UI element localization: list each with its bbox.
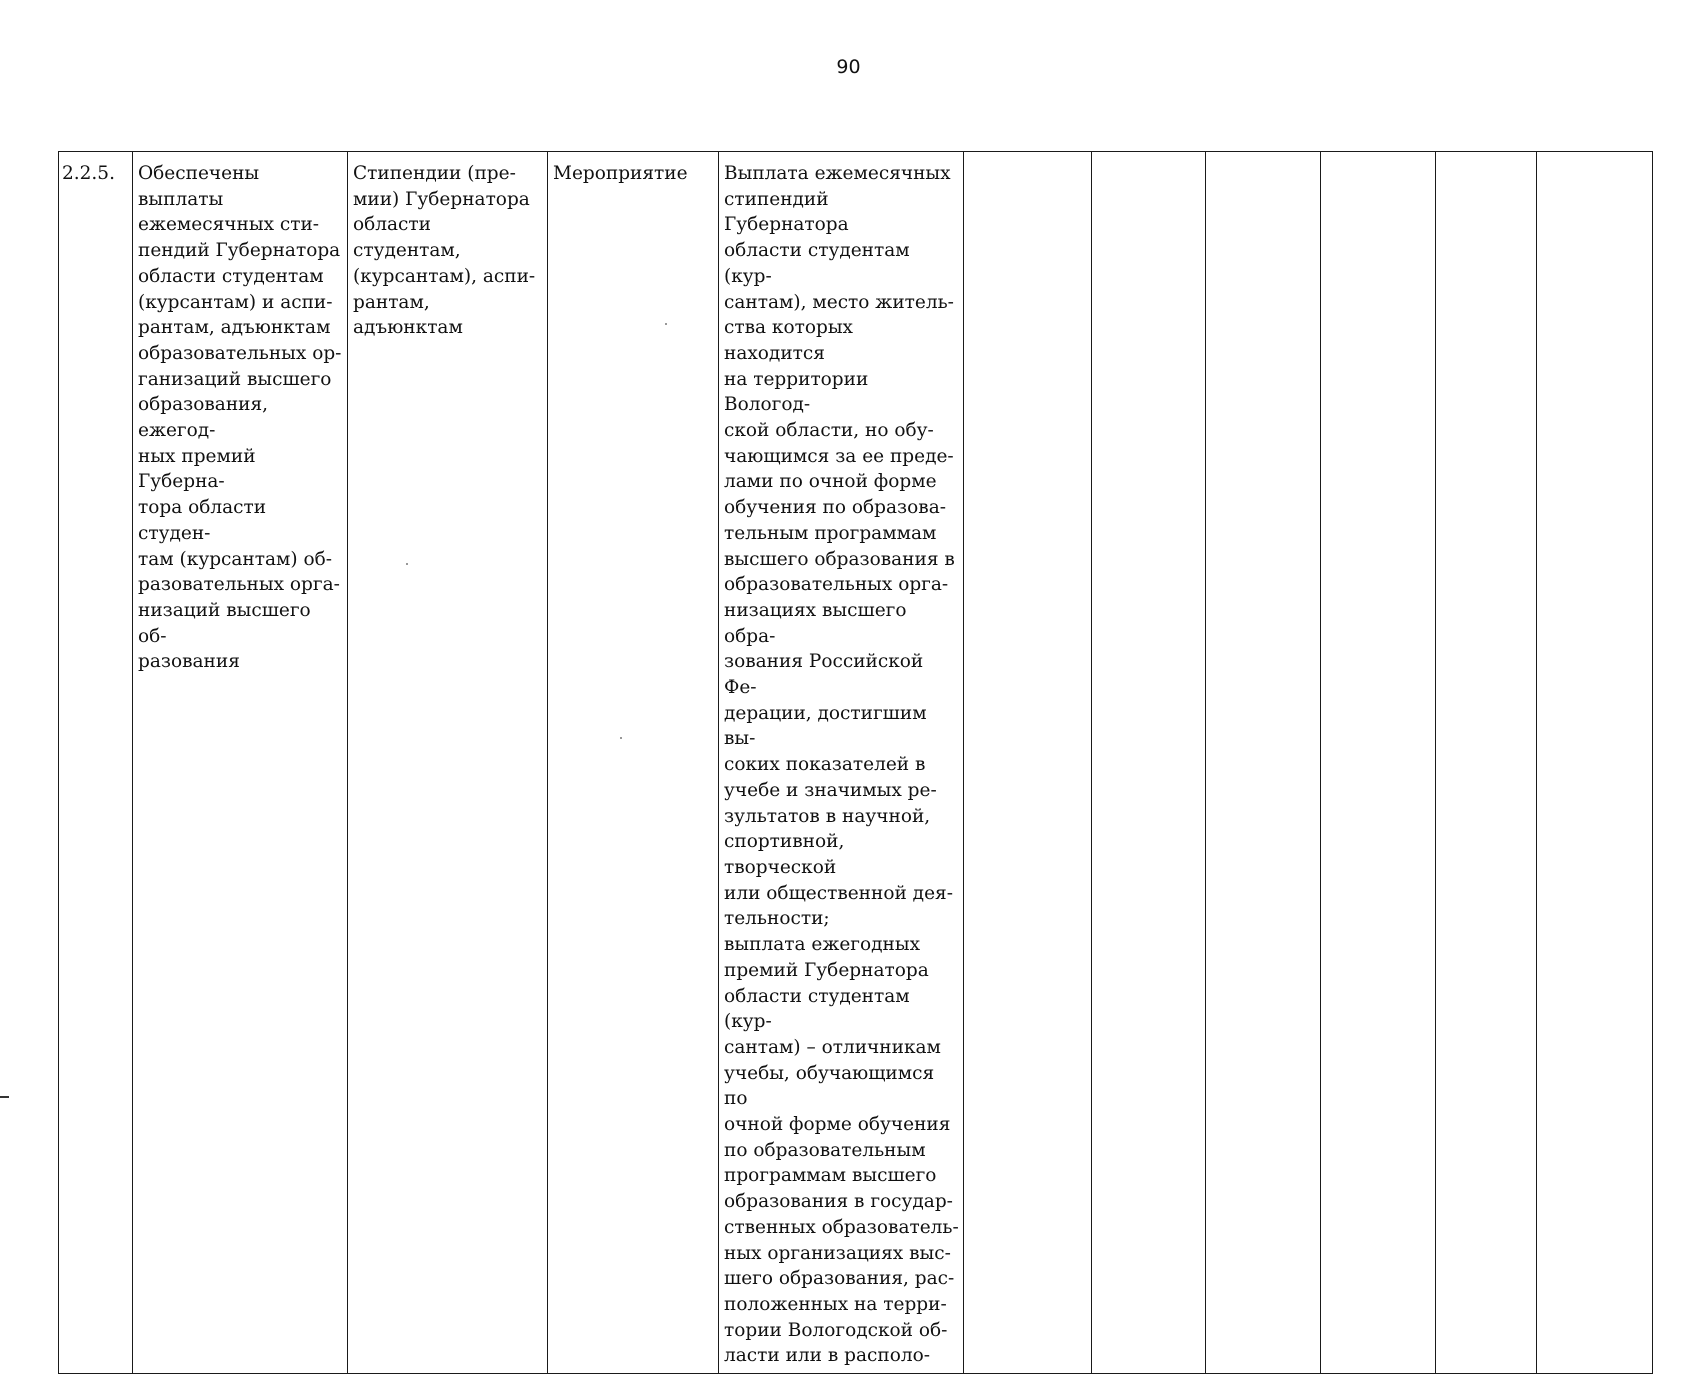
empty-cell xyxy=(1206,152,1321,1374)
scan-speck xyxy=(406,563,408,565)
scan-speck xyxy=(665,323,667,325)
program-activities-table xyxy=(58,151,1653,1374)
row-number-cell: 2.2.5. xyxy=(59,152,133,1374)
empty-cell xyxy=(1436,152,1537,1374)
page-number: 90 xyxy=(836,56,861,78)
description-cell: Выплата ежемесячных стипендий Губернатора области студентам (кур- сантам), место житель- ства которых находится на территории Вологод- ской области, но обу- чающимся за ее преде- лами по очной форме обучения по образова- тельным программам высшего образования в образовательных орга- низациях высшего обра- зования Российской Фе- дерации, достигшим вы- соких показателей в учебе и значимых ре- зультатов в научной, спортивной, творческой или общественной дея- тельности; выплата ежегодных премий Губернатора области студентам (кур- сантам) – отличникам учебы, обучающимся по очной форме обучения по образовательным программам высшего образования в государ- ственных образователь- ных организациях выс- шего образования, рас- положенных на терри- тории Вологодской об- ласти или в располо- xyxy=(719,152,964,1374)
scan-edge-mark xyxy=(0,1096,9,1098)
empty-cell xyxy=(964,152,1092,1374)
empty-cell xyxy=(1321,152,1436,1374)
scan-speck xyxy=(620,737,622,739)
result-cell: Обеспечены выплаты ежемесячных сти- пендий Губернатора области студентам (курсантам) и аспи- рантам, адъюнктам образовательных ор- ганизаций высшего образования, ежегод- ных премий Губерна- тора области студен- там (курсантам) об- разовательных орга- низаций высшего об- разования xyxy=(133,152,348,1374)
name-cell: Стипендии (пре- мии) Губернатора области студентам, (курсантам), аспи- рантам, адъюнктам xyxy=(348,152,548,1374)
table-row xyxy=(59,152,1653,1374)
empty-cell xyxy=(1537,152,1653,1374)
type-cell: Мероприятие xyxy=(548,152,719,1374)
empty-cell xyxy=(1092,152,1206,1374)
